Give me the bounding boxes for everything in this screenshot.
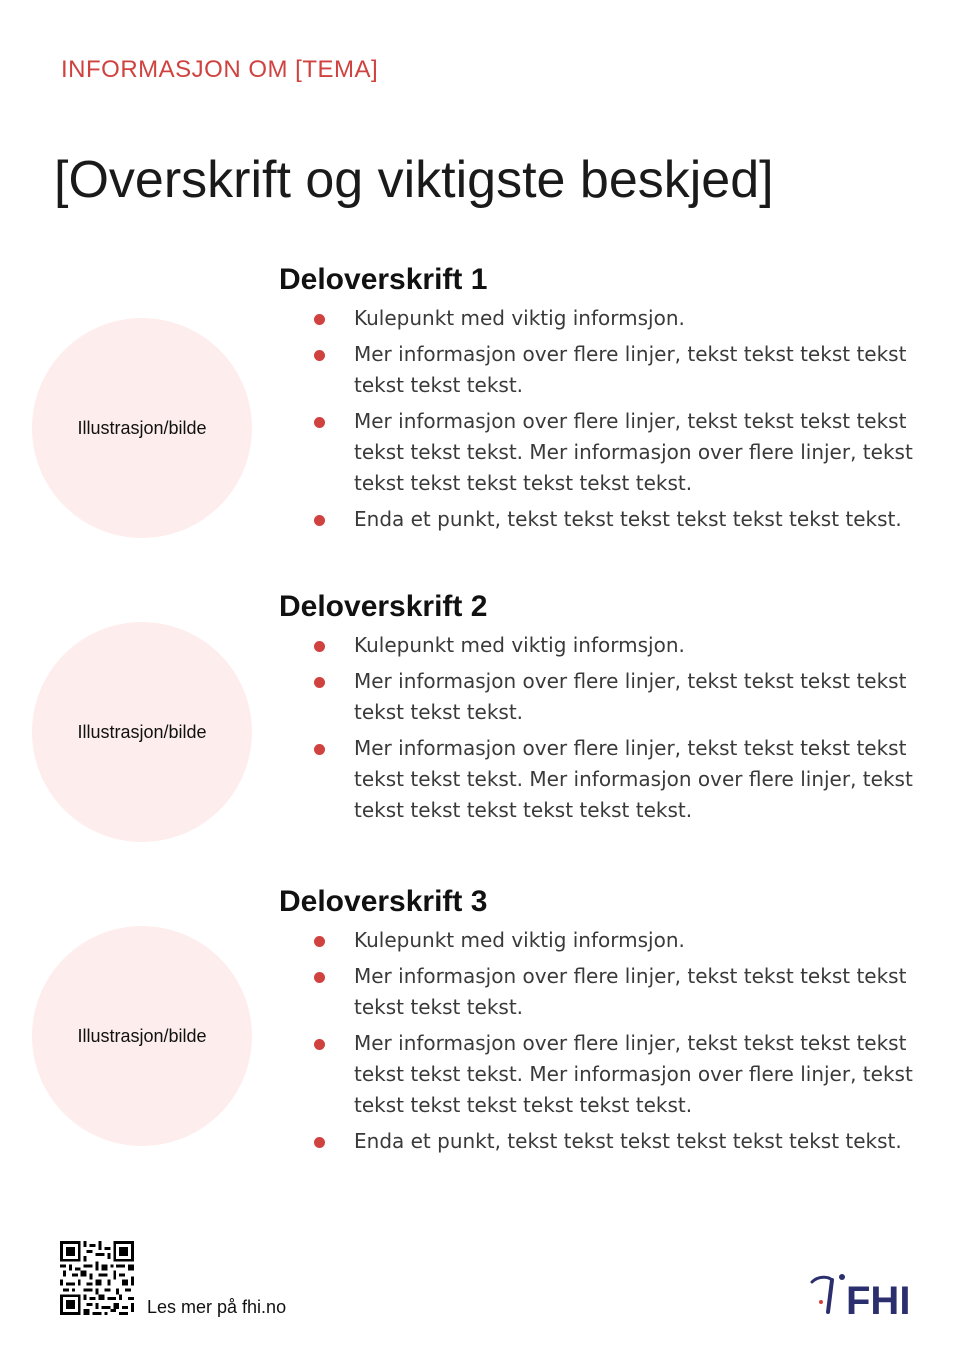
section-heading: Deloverskrift 2 [279,590,488,623]
illustration-label: Illustrasjon/bilde [77,417,207,438]
bullet-dot-icon [314,515,325,526]
bullet-text: Mer informasjon over flere linjer, tekst tekst tekst tekst tekst tekst tekst. Mer informasjon over flere linjer, tekst tekst tekst tekst tekst tekst tekst. [354,409,913,495]
list-item [279,1028,919,1121]
page-kicker: INFORMASJON OM [TEMA] [61,56,379,83]
bullet-dot-icon [314,417,325,428]
section-1 [279,263,919,540]
bullet-text: Mer informasjon over flere linjer, tekst tekst tekst tekst tekst tekst tekst. Mer informasjon over flere linjer, tekst tekst tekst tekst tekst tekst tekst. [354,1031,913,1117]
bullet-text: Kulepunkt med viktig informsjon. [354,928,685,952]
list-item [279,1126,919,1157]
bullet-dot-icon [314,1137,325,1148]
illustration-placeholder-2 [32,622,252,842]
read-more-link[interactable]: Les mer på fhi.no [147,1297,287,1317]
list-item [279,666,919,728]
bullet-text: Enda et punkt, tekst tekst tekst tekst tekst tekst tekst. [354,1129,902,1153]
list-item [279,303,919,334]
illustration-placeholder-1 [32,318,252,538]
bullet-dot-icon [314,972,325,983]
bullet-dot-icon [314,641,325,652]
illustration-label: Illustrasjon/bilde [77,721,207,742]
bullet-list [279,630,919,826]
bullet-text: Mer informasjon over flere linjer, tekst tekst tekst tekst tekst tekst tekst. [354,669,907,724]
list-item [279,406,919,499]
bullet-list [279,303,919,535]
list-item [279,961,919,1023]
illustration-label: Illustrasjon/bilde [77,1025,207,1046]
bullet-dot-icon [314,677,325,688]
fhi-logo-icon [808,1272,918,1318]
qr-code-icon[interactable] [58,1241,136,1315]
bullet-text: Mer informasjon over flere linjer, tekst tekst tekst tekst tekst tekst tekst. Mer informasjon over flere linjer, tekst tekst tekst tekst tekst tekst tekst. [354,736,913,822]
illustration-placeholder-3 [32,926,252,1146]
list-item [279,339,919,401]
bullet-dot-icon [314,936,325,947]
bullet-dot-icon [314,350,325,361]
list-item [279,630,919,661]
section-heading: Deloverskrift 3 [279,885,488,918]
bullet-dot-icon [314,314,325,325]
list-item [279,733,919,826]
bullet-text: Kulepunkt med viktig informsjon. [354,633,685,657]
section-3 [279,885,919,1162]
section-heading: Deloverskrift 1 [279,263,488,296]
bullet-list [279,925,919,1157]
bullet-dot-icon [314,744,325,755]
logo-wordmark: FHI [846,1279,911,1318]
bullet-text: Mer informasjon over flere linjer, tekst tekst tekst tekst tekst tekst tekst. [354,342,907,397]
section-2 [279,590,919,831]
list-item [279,504,919,535]
bullet-text: Mer informasjon over flere linjer, tekst tekst tekst tekst tekst tekst tekst. [354,964,907,1019]
bullet-dot-icon [314,1039,325,1050]
page-title: [Overskrift og viktigste beskjed] [54,151,774,209]
bullet-text: Kulepunkt med viktig informsjon. [354,306,685,330]
list-item [279,925,919,956]
bullet-text: Enda et punkt, tekst tekst tekst tekst tekst tekst tekst. [354,507,902,531]
